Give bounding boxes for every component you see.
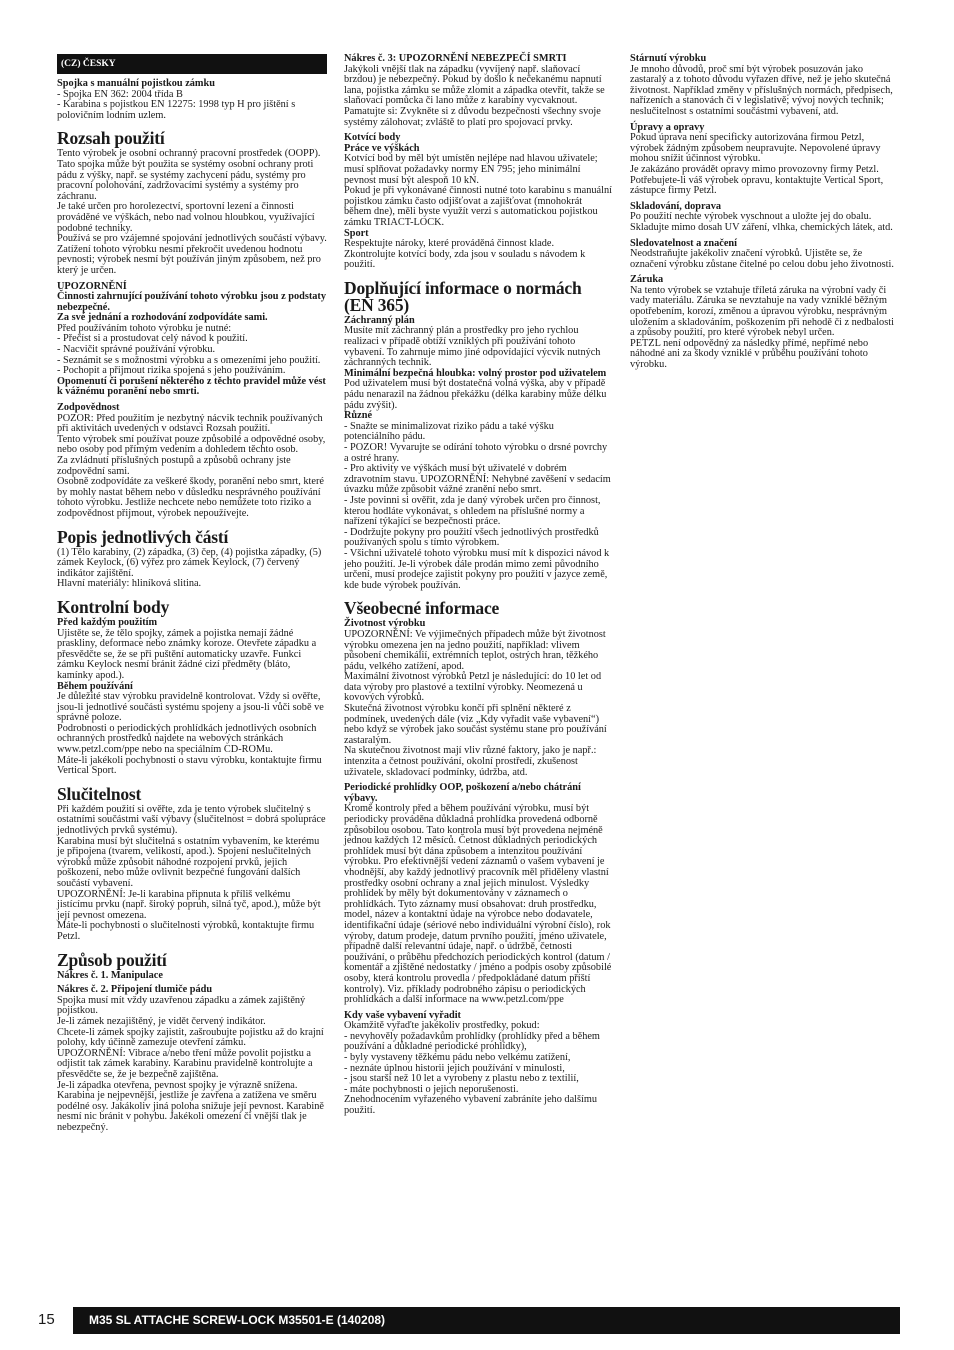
minimalni-heading: Minimální bezpečná hloubka: volný prostor pod uživatelem [344,367,607,379]
kotvici-heading: Kotvící body [344,132,401,144]
skladovani-heading: Skladování, doprava [630,200,721,212]
pred-heading: Před každým použitím [57,616,158,628]
ruzne-text: - Snažte se minimalizovat riziko pádu a také výšku potenciálního pádu. - POZOR! Vyvarujte se odírání tohoto výrobku o drsné povrchy a ostré hrany. - Pro aktivity ve výškách musí být uživatelé v dobrém zdravotním stavu. UPOZORNĚNÍ: Nehybné zavěšení v sedacím úvazku může způsobit vážné zranění nebo smrt. - Jste povinni si ověřit, zda je daný výrobek určen pro činnost, kterou hodláte vykonávat, s ohledem na příslušné normy a nařízení týkající se bezpečnosti práce. - Dodržujte pokyny pro použití všech jednotlivých prostředků používaných spolu s tímto výrobkem. - Všichni uživatelé tohoto výrobku musí mít k dispozici návod k jeho použití. Je-li výrobek dále prodán mimo zemi původního určení, musí prodejce zajistit pokyny pro použití v jazyce země, kde bude výrobek používán. [344,420,611,591]
zodpovednost-text: POZOR: Před použitím je nezbytný nácvik technik používaných při aktivitách uvedených v odstavci Rozsah použití. Tento výrobek smí používat pouze způsobilé a odpovědné osoby, nebo osoby pod přímým vedením a dohledem těchto osob. Za zvládnutí příslušných postupů a způsobů ochrany jste zodpovědní sami. Osobně zodpovídáte za veškeré škody, poranění nebo smrt, které by mohly nastat během nebo v důsledku nesprávného používání tohoto výrobku. Jestliže nechcete nebo nemůžete toto riziko a zodpovědnost přijmout, výrobek nepoužívejte. [57,412,326,519]
pred-text: Ujistěte se, že tělo spojky, zámek a pojistka nemají žádné praskliny, deformace nebo známky koroze. Otevřete západku a přesvědčte se, že se při puštění automaticky uzavře. Funkci zámku Keylock nesmí bránit žádné cizí předměty (bláto, kamínky apod.). [57,627,317,681]
rozsah-heading: Rozsah použití [57,128,165,149]
behem-text: Je důležité stav výrobku pravidelně kontrolovat. Vždy si ověřte, jsou-li jednotlivé součásti systému spojeny a jsou-li vůči sobě ve správné poloze. Podrobnosti o periodických prohlídkách jednotlivých osobních ochranných prostředků najdete na webových stránkách www.petzl.com/ppe nebo na speciálním CD-ROMu. Máte-li jakékoli pochybnosti o stavu výrobku, kontaktujte firmu Vertical Sport. [57,691,324,777]
intro-title: Spojka s manuální pojistkou zámku [57,78,215,89]
prace-heading: Práce ve výškách [344,142,420,154]
zivotnost-heading: Životnost výrobku [344,618,426,630]
upozorneni-bold-1: Činnosti zahrnující používání tohoto výrobku jsou z podstaty nebezpečné. Za své jednání a rozhodování zodpovídáte sami. [57,291,327,324]
zachranny-heading: Záchranný plán [344,314,415,326]
sport-text: Respektujte nároky, které prováděná činnost klade. Zkontrolujte kotvící body, zda jsou v souladu s návodem k použití. [344,238,586,271]
nakres-3-heading: Nákres č. 3: UPOZORNĚNÍ NEBEZPEČÍ SMRTI [344,53,567,64]
periodicke-heading: Periodické prohlídky OOP, poškození a/nebo chátrání výbavy. [344,782,581,804]
nakres-3-text: Jakýkoli vnější tlak na západku (vyvíjený např. slaňovací brzdou) je nebezpečný. Pokud by došlo k nečekanému napnutí lana, pojistka zámku se může zlomit a západka otevřít, takže se slaňovací pomůcka či lano může z karabiny vycvaknout. Pamatujte si: Zvykněte si z důvodu bezpečnosti všechny svoje systémy zálohovat; zvláště to platí pro spojovací prvky. [344,63,605,128]
doplnujici-heading: Doplňující informace o normách (EN 365) [344,277,582,315]
sport-heading: Sport [344,227,369,239]
slucitelnost-text: Při každém použití si ověřte, zda je tento výrobek slučitelný s ostatními součástmi vaší výbavy (slučitelnost = dobrá spolupráce jednotlivých prvků systému). Karabina musí být slučitelná s ostatním vybavením, ke kterému je připojena (tvarem, velikostí, apod.). Spojení neslučitelných výrobků může způsobit náhodné rozpojení prvků, jejich poškození, nebo může ovlivnit bezpečné fungování dalších součástí vybavení. UPOZORNĚNÍ: Je-li karabina připnuta k příliš velkému jistícímu prvku (např. široký popruh, silná tyč, apod.), může být její pevnost omezena. Máte-li pochybnosti o slučitelnosti výrobků, kontaktujte firmu Petzl. [57,803,326,942]
zaruka-heading: Záruka [630,274,664,286]
nakres-1-heading: Nákres č. 1. Manipulace [57,969,163,981]
skladovani-text: Po použití nechte výrobek vyschnout a uložte jej do obalu. Skladujte mimo dosah UV záření, vlhka, chemických látek, atd. [630,211,893,233]
page-number: 15 [38,1311,55,1328]
periodicke-text: Kromě kontroly před a během používání výrobku, musí být periodicky prováděna důkladná prohlídka provedená odborně způsobilou osobou. Tato kontrola musí být provedena nejméně jednou každých 12 měsíců. Četnost důkladných periodických prohlídek musí být dána způsobem a intenzitou používání výrobku. Pro efektivnější vedení záznamů o vašem vybavení je vhodnější, aby každý jednotlivý pracovník měl přiděleny vlastní prostředky osobní ochrany a znal jejich minulost. Výsledky prohlídek by měly být dokumentovány v záznamech o prohlídkách. Tyto záznamy musí obsahovat: druh prostředku, model, název a kontaktní údaje na výrobce nebo dodavatele, identifikační údaje (sériové nebo individuální výrobní číslo), rok výroby, datum prodeje, datum prvního použití, jméno uživatele, případně další relevantní údaje, např. o údržbě, četnosti používání, o průběhu předchozích periodických kontrol (datum / komentář a zjištěné nedostatky / jméno a podpis osoby způsobilé osoby, která kontrolu provedla / předpokládané datum příští kontroly). Viz. příklady podrobného zápisu o periodických prohlídkách a další informace na www.petzl.com/ppe [344,803,612,1006]
upravy-text: Pokud úprava není specificky autorizována firmou Petzl, výrobek žádným způsobem neupravujte. Nepovolené úpravy mohou snížit účinnost výrobku. Je zakázáno provádět opravy mimo provozovny firmy Petzl. Potřebujete-li váš výrobek opravu, kontaktujte Vertical Sport, zástupce firmy Petzl. [630,132,884,197]
sledovatelnost-heading: Sledovatelnost a značení [630,237,737,249]
starnuti-heading: Stárnutí výrobku [630,53,707,64]
popis-heading: Popis jednotlivých částí [57,526,229,547]
zaruka-text: Na tento výrobek se vztahuje tříletá záruka na výrobní vady či vady materiálu. Záruka se nevztahuje na vady vzniklé běžným opotřebením, korozí, změnou a úpravou výrobku, nesprávným uložením a skladováním, poškozením při nehodě či z nedbalosti a způsoby použití, pro které výrobek nebyl určen. PETZL není odpovědný za následky přímé, nepřímé nebo náhodné ani za škody vzniklé v průběhu používání tohoto výrobku. [630,284,894,371]
column-1 [57,54,327,1133]
zpusob-heading: Způsob použití [57,949,167,970]
language-header: (CZ) ČESKY [57,54,327,74]
kontrolni-heading: Kontrolní body [57,596,170,617]
upozorneni-bold-2: Opomenutí či porušení některého z těchto pravidel může vést k vážnému poranění nebo smrti. [57,375,326,398]
column-3 [630,54,898,371]
footer-title-bar: M35 SL ATTACHE SCREW-LOCK M35501-E (140208) [73,1307,900,1334]
slucitelnost-heading: Slučitelnost [57,783,142,804]
column-2 [344,54,612,1117]
minimalni-text: Pod uživatelem musí být dostatečná volná výška, aby v případě pádu nenarazil na žádnou překážku (délka karabiny může délku pádu zvýšit). [344,378,607,411]
kdy-heading: Kdy vaše vybavení vyřadit [344,1009,461,1021]
nakres-2-heading: Nákres č. 2. Připojení tlumiče pádu [57,984,213,996]
rozsah-text: Tento výrobek je osobní ochranný pracovní prostředek (OOPP). Tato spojka může být použita se systémy osobní ochrany proti pádu z výšky, např. se systémy zachycení pádu, systémy pro pracovní polohování, zadržovacími systémy a systémy pro záchranu. Je také určen pro horolezectví, sportovní lezení a činnosti prováděné ve výškách, nebo nad volnou hloubkou, využívající podobné techniky. Používá se pro vzájemné spojování jednotlivých součástí výbavy. Zatížení tohoto výrobku nesmí překročit uvedenou hodnotu pevnosti; výrobek nesmí být používán jiným způsobem, než pro který je určen. [57,148,327,276]
behem-heading: Během používání [57,680,133,692]
vseobecne-heading: Všeobecné informace [344,598,500,619]
upravy-heading: Úpravy a opravy [630,121,705,133]
zodpovednost-heading: Zodpovědnost [57,402,120,414]
nakres-2-text: Spojka musí mít vždy uzavřenou západku a zámek zajištěný pojistkou. Je-li zámek nezajištěný, je vidět červený indikátor. Chcete-li zámek spojky zajistit, zašroubujte pojistku až do krajní polohy, kdy účinně zamezuje otevření zámku. UPOZORNĚNÍ: Vibrace a/nebo tření může povolit pojistku a odjistit tak zámek karabiny. Karabinu pravidelně kontrolujte a přesvědčte se, že je bezpečně zajištěna. Je-li západka otevřena, pevnost spojky je výrazně snížena. Karabina je nejpevnější, jestliže je zavřena a zatížena ve směru podélné osy. Jakákoliv jiná poloha snižuje její pevnost. Karabině nesmí nic bránit v pohybu. Jakékoli omezení či vnější tlak je nebezpečný. [57,994,324,1133]
ruzne-heading: Různé [344,410,373,422]
upozorneni-text: Před používáním tohoto výrobku je nutné: - Přečíst si a prostudovat celý návod k použití. - Nacvičit správné používání výrobku. - Seznámit se s možnostmi výrobku a s omezeními jeho použití. - Pochopit a přijmout rizika spojená s jeho používáním. [57,322,321,377]
starnuti-text: Je mnoho důvodů, proč smí být výrobek posuzován jako zastaralý a z tohoto důvodu vyřazen dříve, než je jeho skutečná životnost. Například změny v příslušných normách, předpisech, nařízeních a stanovách či v legislativě; vývoj nových technik; neslučitelnost s ostatními součástmi vybavení, atd. [630,63,893,117]
popis-text: (1) Tělo karabiny, (2) západka, (3) čep, (4) pojistka západky, (5) zámek Keylock, (6) výřez pro zámek Keylock, (7) červený indikátor zajištění. Hlavní materiály: hliníková slitina. [57,546,322,590]
kdy-text: Okamžitě vyřaďte jakékoliv prostředky, pokud: - nevyhověly požadavkům prohlídky (prohlídky před a během používání a důkladné periodické prohlídky), - byly vystaveny těžkému pádu nebo velkému zatížení, - neznáte úplnou historii jejich používání v minulosti, - jsou starší než 10 let a vyrobeny z plastu nebo z textilií, - máte pochybnosti o jejich neporušenosti. Znehodnocením vyřazeného vybavení zabráníte jeho dalšímu použití. [344,1020,600,1117]
zachranny-text: Musíte mít záchranný plán a prostředky pro jeho rychlou realizaci v případě obtíží vzniklých při používání tohoto vybavení. To zahrnuje mimo jiné odpovídající výcvik nutných záchranných technik. [344,325,601,369]
prace-text: Kotvící bod by měl být umístěn nejlépe nad hlavou uživatele; musí splňovat požadavky normy EN 795; jeho minimální pevnost musí být alespoň 10 kN. Pokud je při vykonávané činnosti nutné toto karabinu s manuální pojistkou zámku často odjišťovat a zajišťovat (mnohokrát během dne), měli byste využít verzi s automatickou pojistkou zámku TRIACT-LOCK. [344,153,612,228]
upozorneni-heading: UPOZORNĚNÍ [57,280,127,292]
intro-text: - Spojka EN 362: 2004 třída B - Karabina s pojistkou EN 12275: 1998 typ H pro jištění s polovičním lodním uzlem. [57,88,296,121]
zivotnost-text: UPOZORNĚNÍ: Ve výjimečných případech může být životnost výrobku omezena jen na jedno použití, například: vlivem působení chemikálií, extrémních teplot, ostrých hran, těžkého pádu, velkého zatížení, apod. Maximální životnost výrobků Petzl je následující: do 10 let od data výroby pro plastové a textilní výrobky. Neomezená u kovových výrobků. Skutečná životnost výrobku končí při splnění některé z podmínek, uvedených dále (viz „Kdy vyřadit vaše vybavení“) nebo když se výrobek jako součást systému stane pro používání zastaralým. Na skutečnou životnost mají vliv různé faktory, jako je např.: intenzita a četnost používání, okolní prostředí, zkušenost uživatele, skladovací podmínky, údržba, atd. [344,628,607,778]
sledovatelnost-text: Neodstraňujte jakékoliv značení výrobků. Ujistěte se, že označení výrobku zůstane čitelné po celou dobu jeho životnosti. [630,248,894,270]
